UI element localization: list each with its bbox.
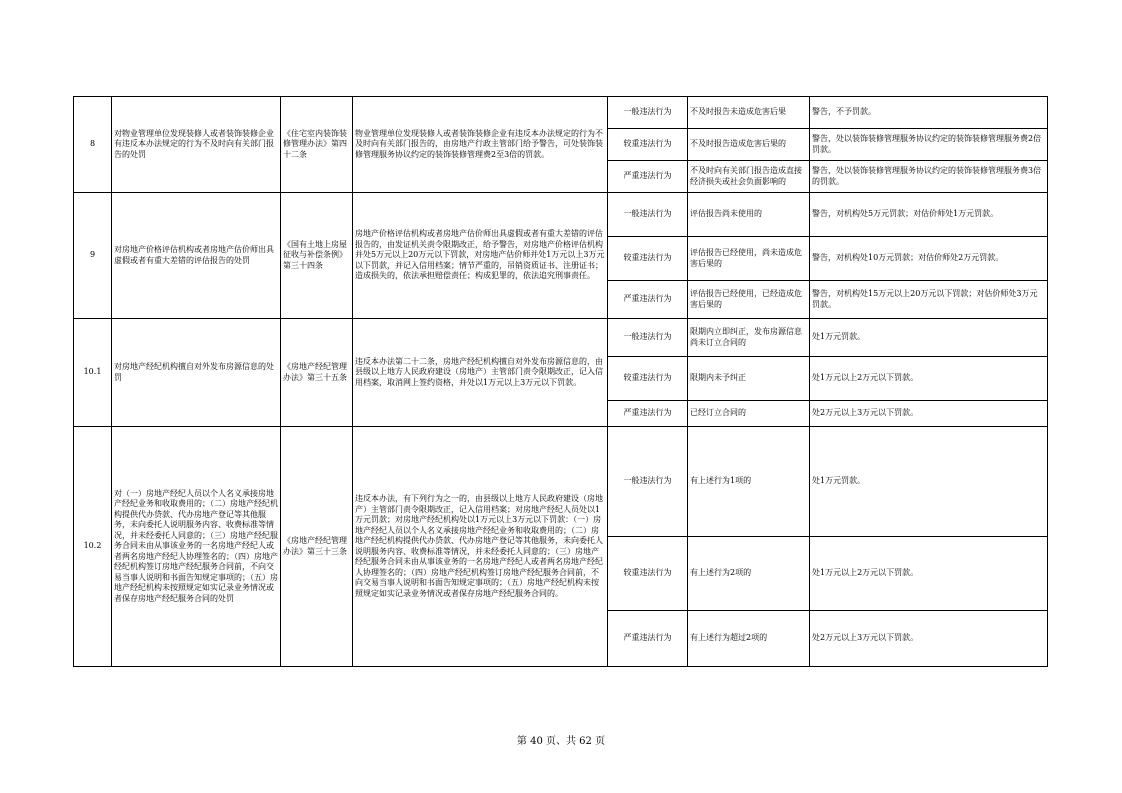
table-row — [74, 427, 1048, 537]
violation-condition: 不及时向有关部门报告造成直接经济损失或社会负面影响的 — [688, 161, 810, 193]
violation-item: 对物业管理单位发现装修人或者装饰装修企业有违反本办法规定的行为不及时向有关部门报告的处罚 — [112, 97, 281, 193]
violation-condition: 评估报告尚未使用的 — [688, 193, 810, 237]
penalty-standard: 警告，处以装饰装修管理服务协议约定的装饰装修管理服务费3倍的罚款。 — [810, 161, 1048, 193]
violation-level: 严重违法行为 — [608, 281, 688, 319]
violation-level: 一般违法行为 — [608, 193, 688, 237]
page-number: 第 40 页、共 62 页 — [516, 736, 606, 747]
violation-level: 较重违法行为 — [608, 129, 688, 161]
penalty-standard: 警告，处以装饰装修管理服务协议约定的装饰装修管理服务费2倍罚款。 — [810, 129, 1048, 161]
penalty-standard: 处1万元罚款。 — [810, 319, 1048, 357]
violation-condition: 限期内立即纠正，发布房源信息尚未订立合同的 — [688, 319, 810, 357]
penalty-standard: 处2万元以上3万元以下罚款。 — [810, 401, 1048, 427]
violation-item: 对房地产经纪机构擅自对外发布房源信息的处罚 — [112, 319, 281, 427]
violation-condition: 有上述行为2项的 — [688, 537, 810, 611]
violation-level: 较重违法行为 — [608, 357, 688, 401]
penalty-standard: 处1万元以上2万元以下罚款。 — [810, 357, 1048, 401]
violation-level: 一般违法行为 — [608, 427, 688, 537]
penalty-standard: 警告，对机构处10万元罚款；对估价师处2万元罚款。 — [810, 237, 1048, 281]
item-number: 9 — [74, 193, 112, 319]
legal-content: 违反本办法第二十二条，房地产经纪机构擅自对外发布房源信息的，由县级以上地方人民政府建设（房地产）主管部门责令限期改正，记入信用档案，取消网上签约资格，并处以1万元以上3万元以下罚款。 — [353, 319, 608, 427]
table-row — [74, 193, 1048, 237]
violation-item: 对房地产价格评估机构或者房地产估价师出具虚假或者有重大差错的评估报告的处罚 — [112, 193, 281, 319]
violation-condition: 有上述行为1项的 — [688, 427, 810, 537]
legal-basis: 《房地产经纪管理办法》第三十五条 — [281, 319, 353, 427]
legal-content: 违反本办法，有下列行为之一的，由县级以上地方人民政府建设（房地产）主管部门责令限期改正，记入信用档案；对房地产经纪人员处以1万元罚款；对房地产经纪机构处以1万元以上3万元以下罚款：（一）房地产经纪人员以个人名义承接房地产经纪业务和收取费用的；（二）房地产经纪机构提供代办贷款、代办房地产登记等其他服务，未向委托人说明服务内容、收费标准等情况，并未经委托人同意的；（三）房地产经纪服务合同未由从事该业务的一名房地产经纪人或者两名房地产经纪人协理签名的；（四）房地产经纪机构签订房地产经纪服务合同前，不向交易当事人说明和书面告知规定事项的；（五）房地产经纪机构未按照规定如实记录业务情况或者保存房地产经纪服务合同的。 — [353, 427, 608, 667]
violation-level: 一般违法行为 — [608, 97, 688, 129]
penalty-standard: 警告，对机构处15万元以上20万元以下罚款；对估价师处3万元罚款。 — [810, 281, 1048, 319]
violation-level: 严重违法行为 — [608, 161, 688, 193]
item-number: 10.2 — [74, 427, 112, 667]
penalty-standard: 处1万元以上2万元以下罚款。 — [810, 537, 1048, 611]
penalty-standard: 处1万元罚款。 — [810, 427, 1048, 537]
legal-content: 物业管理单位发现装修人或者装饰装修企业有违反本办法规定的行为不及时向有关部门报告的，由房地产行政主管部门给予警告，可处装饰装修管理服务协议约定的装饰装修管理费2至3倍的罚款。 — [353, 97, 608, 193]
violation-level: 较重违法行为 — [608, 537, 688, 611]
item-number: 8 — [74, 97, 112, 193]
item-number: 10.1 — [74, 319, 112, 427]
violation-condition: 已经订立合同的 — [688, 401, 810, 427]
violation-item: 对（一）房地产经纪人员以个人名义承接房地产经纪业务和收取费用的；（二）房地产经纪机构提供代办贷款、代办房地产登记等其他服务，未向委托人说明服务内容、收费标准等情况，并未经委托人同意的；（三）房地产经纪服务合同未由从事该业务的一名房地产经纪人或者两名房地产经纪人协理签名的；（四）房地产经纪机构签订房地产经纪服务合同前，不向交易当事人说明和书面告知规定事项的；（五）房地产经纪机构未按照规定如实记录业务情况或者保存房地产经纪服务合同的处罚 — [112, 427, 281, 667]
legal-basis: 《房地产经纪管理办法》第三十三条 — [281, 427, 353, 667]
violation-condition: 有上述行为超过2项的 — [688, 611, 810, 667]
violation-condition: 评估报告已经使用，已经造成危害后果的 — [688, 281, 810, 319]
penalty-standards-table — [73, 96, 1048, 667]
violation-condition: 限期内未予纠正 — [688, 357, 810, 401]
violation-level: 严重违法行为 — [608, 611, 688, 667]
violation-condition: 不及时报告未造成危害后果 — [688, 97, 810, 129]
penalty-standard: 警告，对机构处5万元罚款；对估价师处1万元罚款。 — [810, 193, 1048, 237]
penalty-standard: 处2万元以上3万元以下罚款。 — [810, 611, 1048, 667]
table-row — [74, 319, 1048, 357]
table-row — [74, 97, 1048, 129]
penalty-standard: 警告，不予罚款。 — [810, 97, 1048, 129]
violation-level: 一般违法行为 — [608, 319, 688, 357]
legal-basis: 《国有土地上房屋征收与补偿条例》第三十四条 — [281, 193, 353, 319]
violation-condition: 不及时报告造成危害后果的 — [688, 129, 810, 161]
legal-content: 房地产价格评估机构或者房地产估价师出具虚假或者有重大差错的评估报告的，由发证机关责令限期改正，给予警告，对房地产价格评估机构并处5万元以上20万元以下罚款，对房地产估价师并处1万元以上3万元以下罚款，并记入信用档案；情节严重的，吊销资质证书、注册证书；造成损失的，依法承担赔偿责任；构成犯罪的，依法追究刑事责任。 — [353, 193, 608, 319]
legal-basis: 《住宅室内装饰装修管理办法》第四十二条 — [281, 97, 353, 193]
violation-condition: 评估报告已经使用，尚未造成危害后果的 — [688, 237, 810, 281]
violation-level: 严重违法行为 — [608, 401, 688, 427]
violation-level: 较重违法行为 — [608, 237, 688, 281]
